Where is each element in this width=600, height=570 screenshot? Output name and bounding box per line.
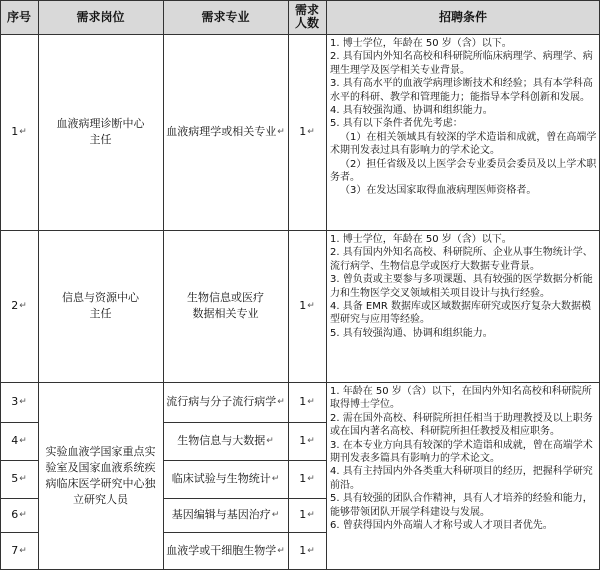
grid-line — [0, 532, 38, 533]
grid-line — [163, 498, 326, 499]
row1-major: 血液病理学或相关专业 ↵ — [166, 125, 285, 138]
grid-line — [0, 0, 600, 1]
row6-major: 基因编辑与基因治疗 ↵ — [171, 508, 280, 521]
requirement-item: 5. 具有较强的团队合作精神，具有人才培养的经验和能力，能够带领团队开展学科建设与发展。 — [330, 493, 593, 518]
group-position: 实验血液学国家重点实验室及国家血液系统疾病临床医学研究中心独立研究人员 — [45, 445, 156, 506]
grid-line — [38, 0, 39, 570]
row1-no: 1 ↵ — [11, 125, 27, 138]
header-count-line2: 人数 — [294, 16, 319, 30]
grid-line — [326, 0, 327, 570]
row5-major: 临床试验与生物统计 ↵ — [171, 472, 280, 485]
header-count-line1: 需求 — [294, 3, 319, 17]
grid-line — [0, 230, 600, 231]
header-requirements: 招聘条件 — [326, 0, 600, 34]
requirement-item: 1. 博士学位，年龄在 50 岁（含）以下。 — [330, 234, 512, 245]
requirement-item: 2. 具有国内外知名高校和科研院所临床病理学、病理学、病理生理学及医学相关专业背景。 — [330, 51, 593, 76]
requirement-item: 3. 具有高水平的血液学病理诊断技术和经验；具有本学科高水平的科研、教学和管理能力；能指导本学科创新和发展。 — [330, 78, 593, 103]
grid-line — [163, 422, 326, 423]
requirement-item: 1. 博士学位，年龄在 50 岁（含）以下。 — [330, 38, 512, 49]
requirement-item: （2）担任省级及以上医学会专业委员会委员及以上学术职务者。 — [330, 158, 597, 184]
row3-count: 1 ↵ — [299, 395, 315, 408]
requirement-item: 2. 需在国外高校、科研院所担任相当于助理教授及以上职务或在国内著名高校、科研院所担任教授及相应职务。 — [330, 412, 593, 438]
header-major: 需求专业 — [163, 0, 288, 34]
row2-requirements — [326, 230, 600, 382]
row1-count: 1 ↵ — [299, 125, 315, 138]
row4-count: 1 ↵ — [299, 434, 315, 447]
row6-no: 6 ↵ — [11, 508, 27, 521]
row2-no: 2 ↵ — [11, 299, 27, 312]
row7-count: 1 ↵ — [299, 544, 315, 557]
requirement-item: 4. 具备 EMR 数据库或区域数据库研究或医疗复杂大数据模型研究与应用等经验。 — [330, 301, 591, 326]
row2-position: 信息与资源中心主任 — [62, 291, 139, 320]
row2-major: 生物信息或医疗数据相关专业 — [187, 291, 264, 320]
row2-count: 1 ↵ — [299, 299, 315, 312]
row5-no: 5 ↵ — [11, 472, 27, 485]
grid-line — [0, 34, 600, 35]
header-no: 序号 — [0, 0, 38, 34]
row1-requirements — [326, 34, 600, 230]
row3-no: 3 ↵ — [11, 395, 27, 408]
requirement-item: 6. 曾获得国内外高端人才称号或人才项目者优先。 — [330, 520, 553, 532]
grid-line — [163, 0, 164, 570]
row5-count: 1 ↵ — [299, 472, 315, 485]
grid-line — [0, 460, 38, 461]
header-position: 需求岗位 — [38, 0, 163, 34]
grid-line — [0, 0, 1, 570]
requirement-item: 5. 具有较强沟通、协调和组织能力。 — [330, 327, 493, 339]
grid-line — [0, 498, 38, 499]
row6-count: 1 ↵ — [299, 508, 315, 521]
requirement-item: 4. 具有较强沟通、协调和组织能力。 — [330, 105, 493, 117]
requirement-item: 1. 年龄在 50 岁（含）以下，在国内外知名高校和科研院所取得博士学位。 — [330, 386, 592, 411]
row1-position: 血液病理诊断中心主任 — [56, 117, 145, 146]
group-requirements — [326, 382, 600, 570]
row3-major: 流行病与分子流行病学 ↵ — [166, 395, 285, 408]
row7-no: 7 ↵ — [11, 544, 27, 557]
grid-line — [163, 460, 326, 461]
grid-line — [288, 0, 289, 570]
requirement-item: （1）在相关领域具有较深的学术造诣和成就，曾在高端学术期刊发表过具有影响力的学术论文。 — [330, 131, 597, 157]
grid-line — [163, 532, 326, 533]
requirement-item: 3. 曾负责或主要参与多项课题、具有较强的医学数据分析能力和生物医学交叉领域相关项目设计与执行经验。 — [330, 274, 593, 299]
row4-no: 4 ↵ — [11, 434, 27, 447]
requirement-item: 4. 具有主持国内外各类重大科研项目的经历，把握科学研究前沿。 — [330, 466, 593, 491]
grid-line — [0, 382, 600, 383]
requirement-item: 5. 具有以下条件者优先考虑： — [330, 118, 463, 130]
row4-major: 生物信息与大数据 ↵ — [177, 434, 274, 447]
requirement-item: 3. 在本专业方向具有较深的学术造诣和成就，曾在高端学术期刊发表多篇具有影响力的学术论文。 — [330, 439, 593, 465]
requirement-item: （3）在发达国家取得血液病理医师资格者。 — [340, 185, 537, 197]
requirement-item: 2. 具有国内外知名高校、科研院所、企业从事生物统计学、流行病学、生物信息学或医疗大数据专业背景。 — [330, 247, 593, 272]
row7-major: 血液学或干细胞生物学 ↵ — [166, 544, 285, 557]
grid-line — [0, 422, 38, 423]
header-count — [288, 0, 326, 34]
